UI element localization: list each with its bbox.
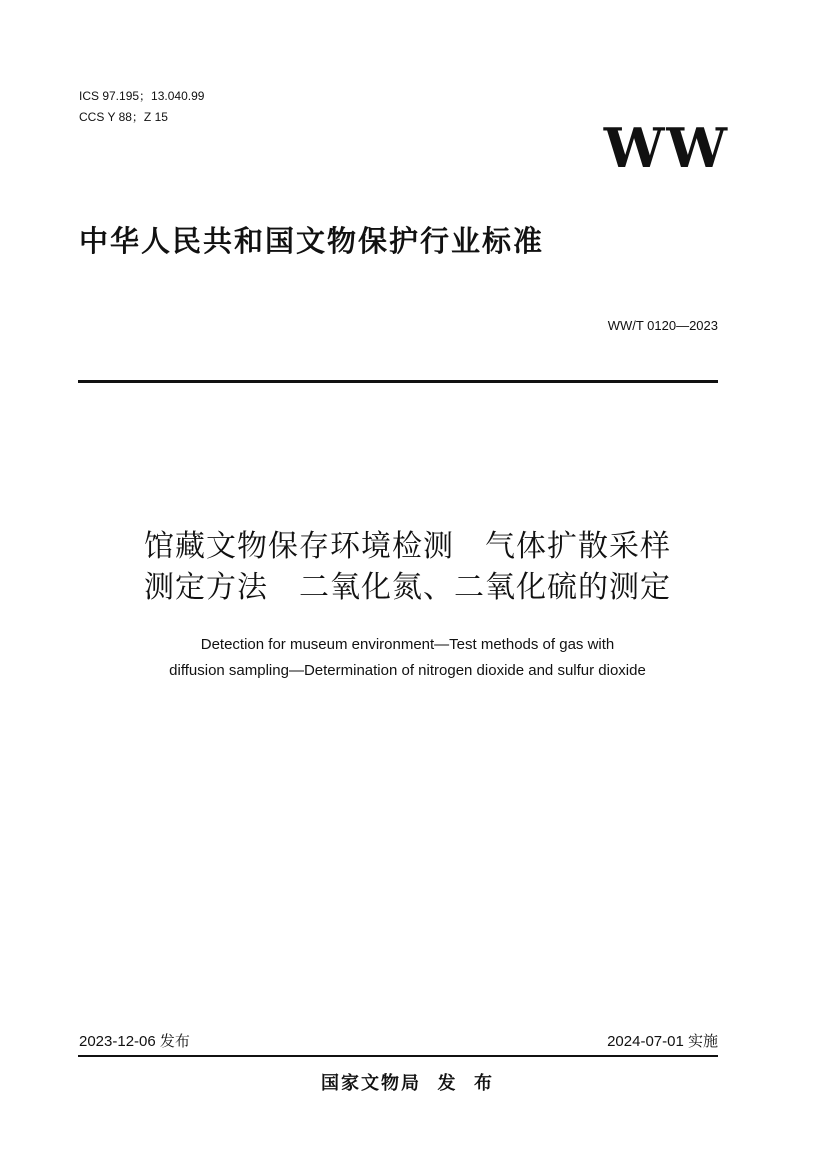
header-divider [78, 380, 718, 383]
industry-standard-title: 中华人民共和国文物保护行业标准 [79, 224, 545, 258]
document-title-en-line2: diffusion sampling—Determination of nitrogen dioxide and sulfur dioxide [169, 662, 646, 679]
ics-code: ICS 97.195；13.040.99 [79, 89, 205, 103]
standard-number: WW/T 0120—2023 [607, 318, 718, 333]
document-title-cn-line2: 测定方法 二氧化氮、二氧化硫的测定 [144, 570, 671, 605]
ww-logo: WW [603, 116, 729, 180]
document-title-cn-line1: 馆藏文物保存环境检测 气体扩散采样 [144, 529, 671, 564]
footer-divider [78, 1055, 718, 1057]
document-title-en-line1: Detection for museum environment—Test methods of gas with [200, 636, 615, 653]
publisher: 国家文物局 发 布 [320, 1073, 495, 1094]
implementation-date: 2024-07-01 实施 [607, 1033, 718, 1050]
issue-date: 2023-12-06 发布 [79, 1033, 190, 1050]
ccs-code: CCS Y 88；Z 15 [79, 110, 168, 124]
